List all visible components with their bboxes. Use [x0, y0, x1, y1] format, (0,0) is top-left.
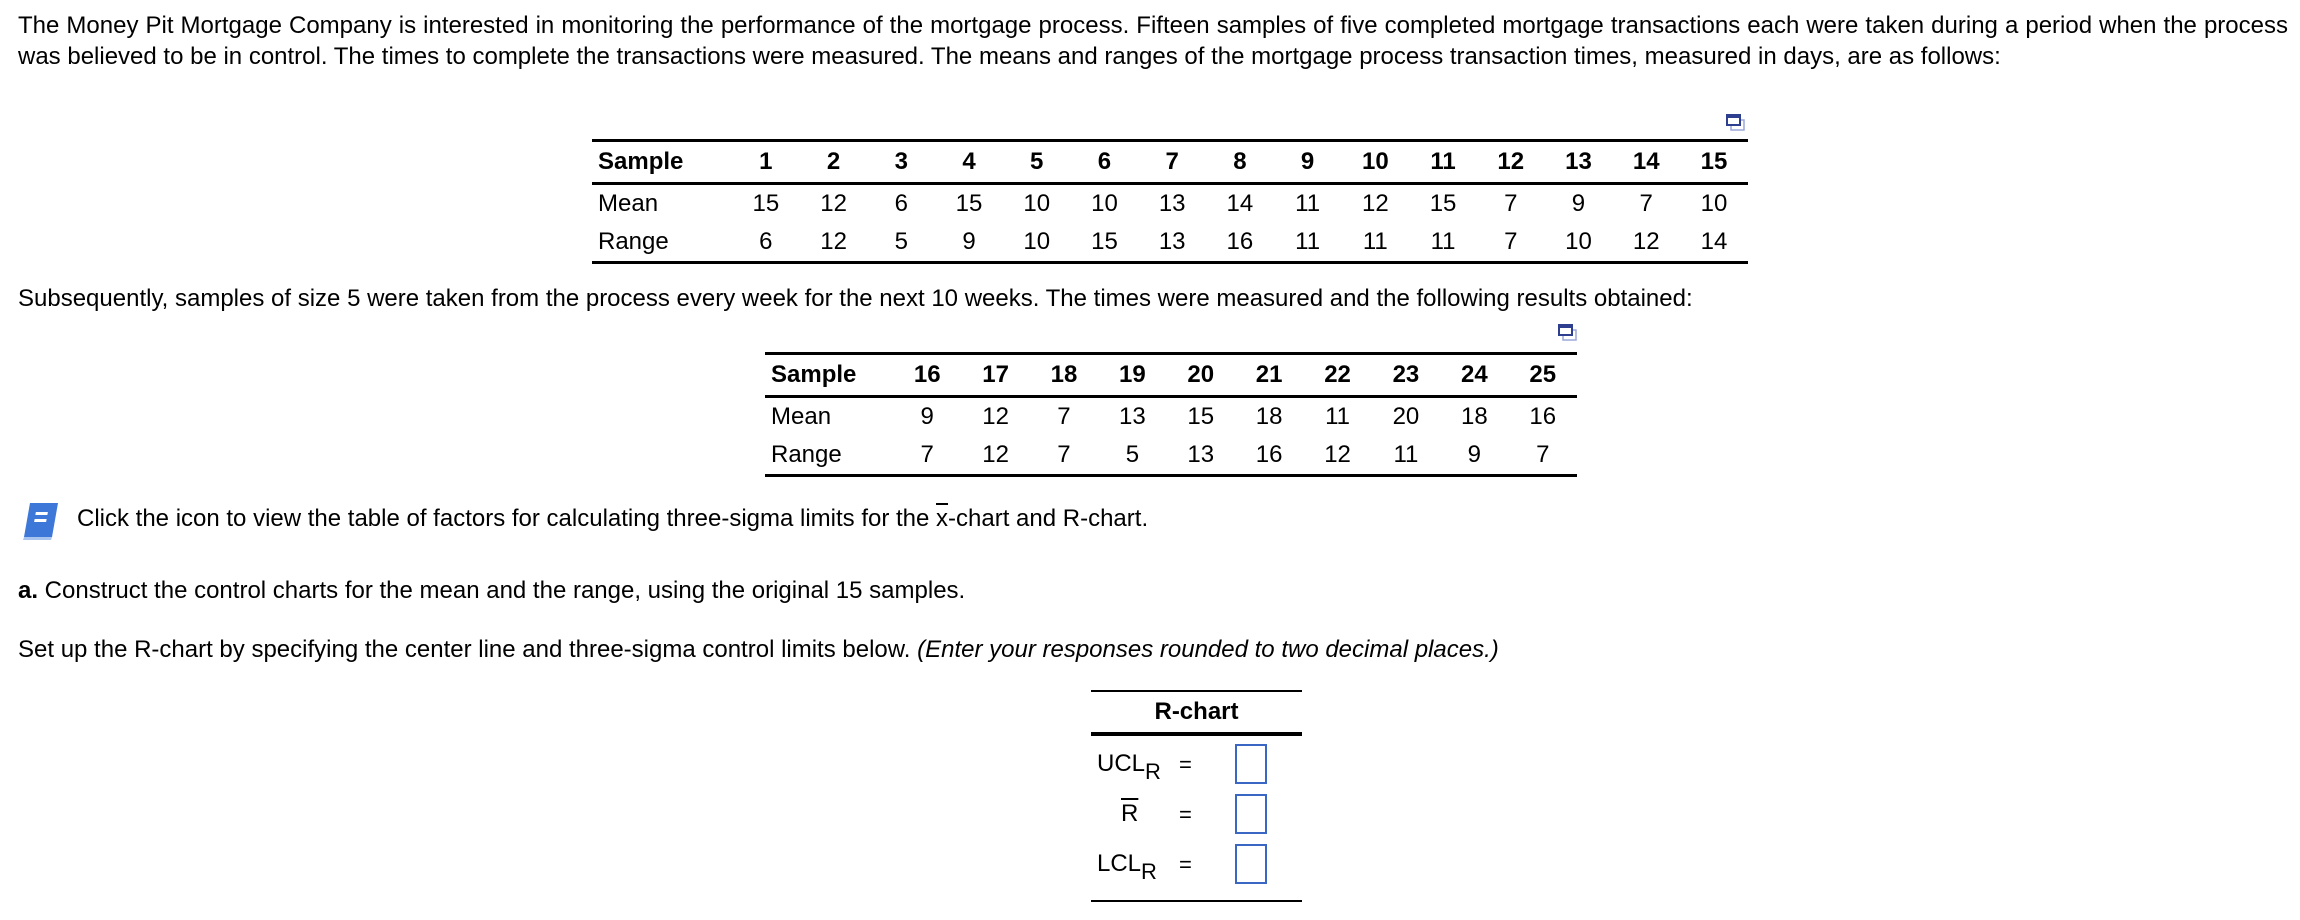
range-value: 7 [893, 436, 961, 476]
range-value: 12 [1303, 436, 1371, 476]
sample-number: 2 [800, 141, 868, 184]
setup-instruction [18, 635, 1499, 665]
sample-number: 19 [1098, 354, 1166, 397]
lcl-r-input[interactable] [1235, 844, 1267, 884]
center-row [1091, 790, 1302, 840]
mean-value: 15 [1429, 190, 1457, 217]
mean-value: 6 [894, 190, 908, 217]
ucl-r-input[interactable] [1235, 744, 1267, 784]
sample-number: 3 [867, 141, 935, 184]
factors-note [77, 504, 1148, 534]
mean-value: 11 [1325, 403, 1350, 430]
part-a-label: a. [18, 577, 39, 604]
mean-value: 20 [1392, 403, 1420, 430]
sample-number: 13 [1545, 141, 1613, 184]
r-chart-title: R-chart [1091, 692, 1302, 736]
mean-value: 7 [1504, 190, 1518, 217]
mean-value: 13 [1119, 403, 1146, 430]
range-value: 11 [1372, 436, 1440, 476]
x-bar-symbol: $\overline{x}$ [936, 505, 949, 532]
sample-number: 17 [961, 354, 1029, 397]
weekly-samples-table [765, 352, 1577, 477]
sample-number: 6 [1071, 141, 1139, 184]
range-value: 9 [935, 223, 1003, 263]
table-row [765, 397, 1577, 437]
range-value: 7 [1509, 436, 1577, 476]
factors-note-text-end: -chart and R-chart. [948, 505, 1149, 532]
mean-value: 12 [820, 190, 847, 217]
range-value: 7 [1030, 436, 1098, 476]
sample-number: 24 [1440, 354, 1508, 397]
row-label: Sample [592, 141, 732, 184]
sample-number: 22 [1303, 354, 1371, 397]
sample-number: 16 [893, 354, 961, 397]
lcl-row [1091, 840, 1302, 890]
sample-number: 12 [1477, 141, 1545, 184]
sample-number: 25 [1509, 354, 1577, 397]
mean-value: 11 [1295, 190, 1321, 217]
sample-number: 1 [732, 141, 800, 184]
sample-number: 21 [1235, 354, 1303, 397]
range-value: 10 [1545, 223, 1613, 263]
range-value: 13 [1138, 223, 1206, 263]
mean-value: 18 [1460, 403, 1488, 430]
range-value: 11 [1409, 223, 1477, 263]
table-row [765, 354, 1577, 397]
mean-value: 15 [1187, 403, 1215, 430]
ucl-main: UCL [1097, 750, 1146, 777]
range-value: 7 [1477, 223, 1545, 263]
table-row [765, 436, 1577, 476]
mean-value: 18 [1255, 403, 1283, 430]
mean-value: 10 [1091, 190, 1118, 217]
range-value: 12 [961, 436, 1029, 476]
mean-value: 15 [752, 190, 780, 217]
range-value: 12 [800, 223, 868, 263]
sample-number: 10 [1341, 141, 1409, 184]
range-value: 5 [1098, 436, 1166, 476]
sample-number: 7 [1138, 141, 1206, 184]
sample-number: 20 [1167, 354, 1235, 397]
table-row [592, 184, 1748, 224]
setup-text: Set up the R-chart by specifying the center line and three-sigma control limits below. [18, 636, 918, 663]
row-label: Sample [765, 354, 893, 397]
row-label: Range [592, 223, 732, 263]
popout-window-icon[interactable] [1558, 324, 1578, 342]
row-label: Range [765, 436, 893, 476]
mean-value: 10 [1700, 190, 1728, 217]
sample-number: 23 [1372, 354, 1440, 397]
mean-value: 13 [1158, 190, 1186, 217]
part-a-instruction [18, 576, 965, 606]
sample-number: 4 [935, 141, 1003, 184]
range-value: 14 [1680, 223, 1748, 263]
mean-value: 9 [920, 403, 934, 430]
mean-value: 7 [1639, 190, 1653, 217]
sample-number: 5 [1003, 141, 1071, 184]
range-value: 16 [1235, 436, 1303, 476]
mean-value: 14 [1226, 190, 1254, 217]
subsequent-text: Subsequently, samples of size 5 were taken from the process every week for the next 10 weeks. The times were measured and the following results obtained: [18, 285, 1693, 312]
range-value: 15 [1071, 223, 1139, 263]
mean-value: 12 [1361, 190, 1389, 217]
ucl-row [1091, 740, 1302, 790]
equals-sign: = [1179, 752, 1192, 777]
original-samples-table [592, 139, 1748, 264]
equals-sign: = [1179, 852, 1192, 877]
sample-number: 15 [1680, 141, 1748, 184]
lcl-label [1097, 850, 1157, 885]
rounding-note: (Enter your responses rounded to two decimal places.) [917, 636, 1499, 663]
mean-value: 15 [955, 190, 983, 217]
table-row [592, 141, 1748, 184]
range-value: 12 [1612, 223, 1680, 263]
range-value: 13 [1167, 436, 1235, 476]
lcl-sub: R [1141, 859, 1157, 884]
r-chart-table [1091, 690, 1302, 902]
table-row [592, 223, 1748, 263]
popout-window-icon[interactable] [1726, 114, 1746, 132]
mean-value: 16 [1529, 403, 1557, 430]
part-a-text: Construct the control charts for the mean and the range, using the original 15 samples. [38, 577, 966, 604]
mean-value: 10 [1023, 190, 1051, 217]
factors-note-text: Click the icon to view the table of factors for calculating three-sigma limits for the [77, 505, 937, 532]
sample-number: 8 [1206, 141, 1274, 184]
problem-intro: The Money Pit Mortgage Company is interested in monitoring the performance of the mortgage process. Fifteen samples of five completed mortgage transactions each were taken during a period when the process was believed to be in control. The times to complete the transactions were measured. The means and ranges of the mortgage process transaction times, measured in days, are as follows: [18, 12, 2288, 70]
row-label: Mean [598, 190, 659, 217]
book-icon[interactable] [20, 500, 62, 542]
range-value: 11 [1341, 223, 1409, 263]
range-value: 6 [732, 223, 800, 263]
mean-value: 7 [1057, 403, 1071, 430]
r-bar-label: $\overline{R}$ [1121, 800, 1139, 827]
sample-number: 18 [1030, 354, 1098, 397]
range-value: 16 [1206, 223, 1274, 263]
ucl-label [1097, 750, 1161, 785]
range-value: 11 [1274, 223, 1342, 263]
mean-value: 9 [1571, 190, 1586, 217]
sample-number: 11 [1409, 141, 1477, 184]
ucl-sub: R [1145, 759, 1161, 784]
sample-number: 9 [1274, 141, 1342, 184]
sample-number: 14 [1612, 141, 1680, 184]
mean-value: 12 [982, 403, 1009, 430]
range-value: 5 [867, 223, 935, 263]
range-value: 10 [1003, 223, 1071, 263]
equals-sign: = [1179, 802, 1192, 827]
range-value: 9 [1440, 436, 1508, 476]
lcl-main: LCL [1097, 850, 1142, 877]
r-bar-input[interactable] [1235, 794, 1267, 834]
row-label: Mean [771, 403, 832, 430]
